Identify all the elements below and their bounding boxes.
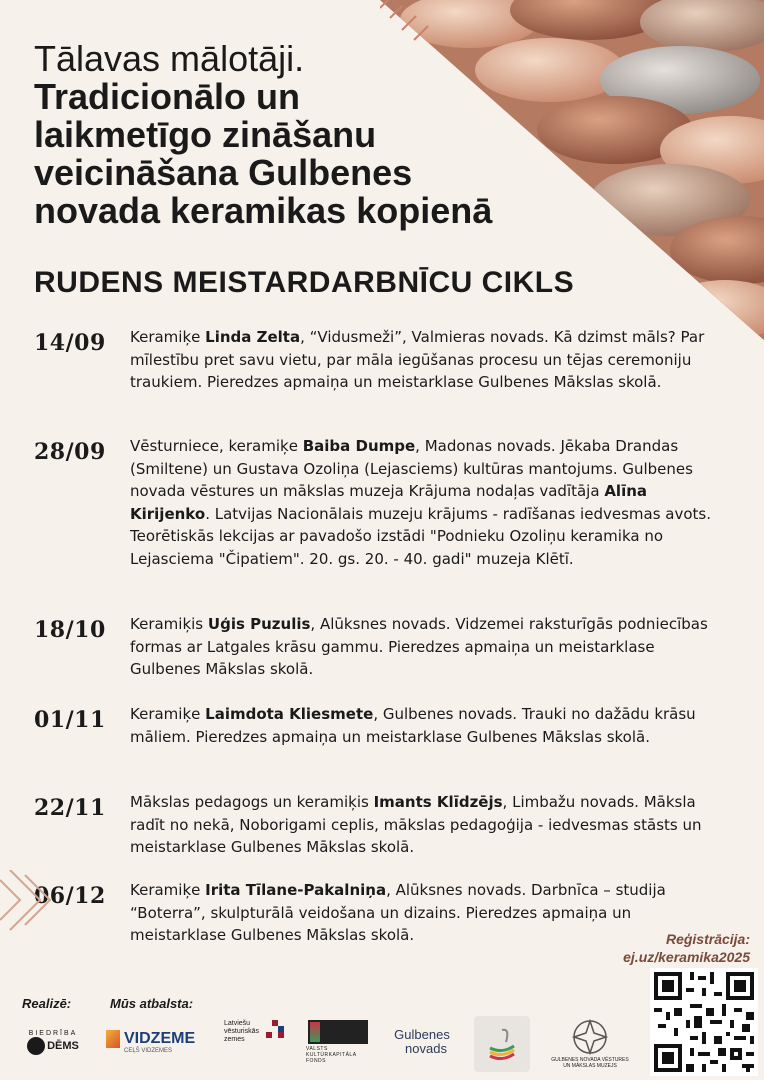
dems-mark-icon: [27, 1037, 45, 1055]
event-person: Linda Zelta: [205, 328, 301, 346]
event-person: Imants Klīdzējs: [373, 793, 503, 811]
realize-label: Realizē:: [22, 996, 72, 1011]
museum-logo: GULBENES NOVADA VĒSTURES UN MĀKSLAS MUZEJS: [550, 1008, 630, 1078]
page-title: [34, 40, 594, 230]
event-date: 18/10: [34, 617, 106, 643]
qr-code[interactable]: [650, 968, 758, 1076]
vidzeme-logo: VIDZEME CEĻŠ VIDZEMES: [106, 1024, 206, 1060]
vidzeme-mark-icon: [106, 1030, 120, 1048]
registration-label: Reģistrācija:: [665, 931, 750, 947]
latviesu-vesturiskas-zemes-logo: Latviešu vēsturiskās zemes: [224, 1020, 294, 1060]
support-label: Mūs atbalsta:: [110, 996, 194, 1011]
swan-logo: [474, 1016, 530, 1072]
title-line-2: Tradicionālo un: [34, 76, 301, 117]
event-description: Keramiķis Uģis Puzulis, Alūksnes novads. Vidzemei raksturīgās podniecības formas ar Latgales krāsu gammu. Pieredzes apmaiņa un meistarklase Gulbenes Mākslas skolā.: [130, 615, 708, 678]
lvz-mark-icon: [266, 1020, 290, 1044]
title-line-3: laikmetīgo zināšanu: [34, 114, 377, 155]
gulbenes-novads-logo: Gulbenes novads: [394, 1027, 450, 1056]
registration-link[interactable]: ej.uz/keramika2025: [623, 949, 750, 965]
biedriba-dems-logo: BIEDRĪBA DĒMS: [18, 1020, 88, 1064]
event-description: Keramiķe Irita Tīlane-Pakalniņa, Alūksnes novads. Darbnīca – studija “Boterra”, skulpturālā veidošana un dizains. Pieredzes apmaiņa un meistarklase Gulbenes Mākslas skolā.: [130, 881, 666, 944]
event-date: 14/09: [34, 330, 106, 356]
subtitle: RUDENS MEISTARDARBNĪCU CIKLS: [34, 266, 575, 299]
event-description: Keramiķe Laimdota Kliesmete, Gulbenes novads. Trauki no dažādu krāsu māliem. Pieredzes apmaiņa un meistarklase Gulbenes Mākslas skolā.: [130, 705, 696, 746]
event-person: Baiba Dumpe: [302, 437, 416, 455]
event-person: Irita Tīlane-Pakalniņa: [205, 881, 387, 899]
event-person: Uģis Puzulis: [207, 615, 311, 633]
event-person-2: Alīna Kirijenko: [130, 482, 648, 523]
event-date: 22/11: [34, 795, 106, 821]
museum-star-icon: [570, 1017, 610, 1057]
registration: [623, 930, 750, 966]
title-line-4: veicināšana Gulbenes: [34, 152, 413, 193]
event-person: Laimdota Kliesmete: [205, 705, 374, 723]
event-date: 06/12: [34, 883, 106, 909]
event-description: Mākslas pedagogs un keramiķis Imants Klīdzējs, Limbažu novads. Māksla radīt no nekā, Noborigami ceplis, mākslas pedagoģija - iedvesmas stāsts un meistarklase Gulbenes Mākslas skolā.: [130, 793, 702, 856]
event-description: Keramiķe Linda Zelta, “Vidusmeži”, Valmieras novads. Kā dzimst māls? Par mīlestību pret savu vietu, par māla iegūšanas procesu un tējas ceremoniju traukiem. Pieredzes apmaiņa un meistarklase Gulbenes Mākslas skolā.: [130, 328, 705, 391]
event-description: Vēsturniece, keramiķe Baiba Dumpe, Madonas novads. Jēkaba Drandas (Smiltene) un Gustava Ozoliņa (Lejasciems) kultūras mantojums. Gulbenes novada vēstures un mākslas muzeja Krājuma nodaļas vadītāja Alīna Kirijenko. Latvijas Nacionālais muzeju krājums - radīšanas iedvesmas avots. Teorētiskās lekcijas ar pavadošo izstādi "Podnieku Ozoliņu keramika no Lejasciema "Čipatiem". 20. gs. 20. - 40. gadi" muzeja Klētī.: [130, 437, 711, 568]
title-line-5: novada keramikas kopienā: [34, 190, 493, 231]
swan-icon: [480, 1022, 524, 1066]
qr-code-image: [650, 968, 758, 1076]
title-line-1: Tālavas mālotāji.: [34, 38, 305, 79]
decorative-pattern-left: [0, 870, 110, 950]
event-date: 01/11: [34, 707, 106, 733]
event-date: 28/09: [34, 439, 106, 465]
vkf-logo: VALSTS KULTŪRKAPITĀLA FONDS: [306, 1020, 370, 1064]
